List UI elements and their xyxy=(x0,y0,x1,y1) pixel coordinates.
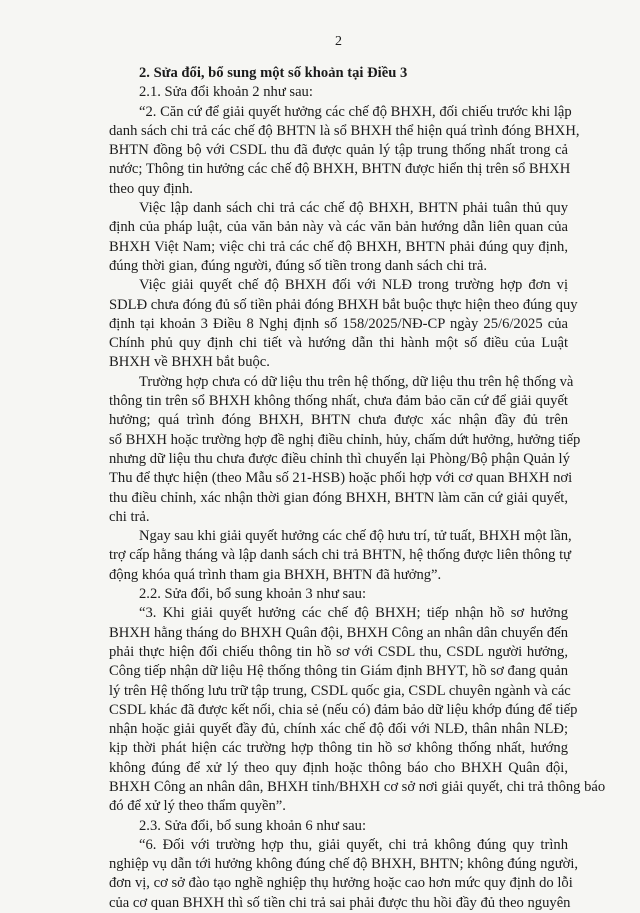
paragraph-line: “2. Căn cứ để giải quyết hưởng các chế độ BHXH, đối chiếu trước khi lập xyxy=(139,103,572,120)
paragraph-line: nước; Thông tin hưởng các chế độ BHXH, BHTN được hiển thị trên sổ BHXH xyxy=(109,161,571,178)
paragraph-line: 2.1. Sửa đổi khoản 2 như sau: xyxy=(139,84,313,101)
paragraph-line: chi trả. xyxy=(109,508,150,525)
paragraph-line: Thu để thực hiện (theo Mẫu số 21-HSB) hoặc phối hợp với cơ quan BHXH nơi xyxy=(109,470,573,487)
paragraph-line: danh sách chi trả các chế độ BHTN là sổ BHXH thể hiện quá trình đóng BHXH, xyxy=(109,122,580,139)
paragraph-line: Trường hợp chưa có dữ liệu thu trên hệ thống, dữ liệu thu trên hệ thống và xyxy=(139,373,574,390)
paragraph-line: thu điều chỉnh, xác nhận thời gian đóng BHXH, BHTN làm căn cứ giải quyết, xyxy=(109,489,568,506)
paragraph-line: đúng thời gian, đúng người, đúng số tiền trong danh sách chi trả. xyxy=(109,257,487,274)
paragraph-line: CSDL khác đã được kết nối, chia sẻ (nếu có) đảm bảo dữ liệu khớp đúng để tiếp xyxy=(109,701,578,718)
paragraph-line: không đúng để xử lý theo quy định hoặc thông báo cho BHXH Quân đội, xyxy=(109,759,568,776)
paragraph-line: sổ BHXH hoặc trường hợp đề nghị điều chỉnh, hủy, chấm dứt hưởng, hưởng tiếp xyxy=(109,431,581,448)
paragraph-line: đó để xử lý theo thẩm quyền”. xyxy=(109,798,286,815)
paragraph-line: của cơ quan BHXH thì số tiền chi trả sai phải được thu hồi đầy đủ theo nguyên xyxy=(109,894,571,911)
page-number: 2 xyxy=(335,34,342,49)
paragraph-line: BHXH Công an nhân dân, BHXH tỉnh/BHXH cơ sở nơi giải quyết, chi trả thông báo xyxy=(109,778,606,795)
paragraph-line: trợ cấp hằng tháng và lập danh sách chi trả BHTN, hệ thống được liên thông tự xyxy=(109,547,572,564)
paragraph-line: nghiệp vụ dẫn tới hưởng không đúng chế độ BHXH, BHTN; không đúng người, xyxy=(109,856,579,873)
paragraph-line: Việc giải quyết chế độ BHXH đối với NLĐ trong trường hợp đơn vị xyxy=(139,277,568,294)
paragraph-line: nhận hoặc giải quyết đầy đủ, chính xác chế độ đối với NLĐ, thân nhân NLĐ; xyxy=(109,721,568,738)
paragraph-line: SDLĐ chưa đóng đủ số tiền phải đóng BHXH bắt buộc thực hiện theo đúng quy xyxy=(109,296,578,313)
paragraph-line: BHTN đồng bộ với CSDL thu đã được quản lý tập trung thống nhất trong cả xyxy=(109,142,568,159)
paragraph-line: Công tiếp nhận dữ liệu Hệ thống thông tin Giám định BHYT, hồ sơ đang quản xyxy=(109,663,568,680)
paragraph-line: phải thực hiện đối chiếu thông tin hồ sơ với CSDL thu, CSDL người hưởng, xyxy=(109,643,568,660)
paragraph-line: định tại khoản 3 Điều 8 Nghị định số 158/2025/NĐ-CP ngày 25/6/2025 của xyxy=(109,315,568,332)
paragraph-line: “6. Đối với trường hợp thu, giải quyết, chi trả không đúng quy trình xyxy=(139,836,568,853)
paragraph-line: lý trên Hệ thống lưu trữ tập trung, CSDL quốc gia, CSDL chuyên ngành và các xyxy=(109,682,571,699)
paragraph-line: “3. Khi giải quyết hưởng các chế độ BHXH; tiếp nhận hồ sơ hưởng xyxy=(139,605,568,622)
paragraph-line: Ngay sau khi giải quyết hưởng các chế độ hưu trí, tử tuất, BHXH một lần, xyxy=(139,528,572,545)
paragraph-line: 2.3. Sửa đổi, bổ sung khoản 6 như sau: xyxy=(139,817,367,834)
paragraph-line: động khóa quá trình tham gia BHXH, BHTN đã hưởng”. xyxy=(109,566,442,583)
paragraph-line: nhưng dữ liệu thu chưa được điều chỉnh thì chuyển lại Phòng/Bộ phận Quản lý xyxy=(109,450,570,467)
paragraph-line: BHXH về BHXH bắt buộc. xyxy=(109,354,270,371)
paragraph-line: định của pháp luật, của văn bản này và các văn bản hướng dẫn liên quan của xyxy=(109,219,568,236)
paragraph-line: kịp thời phát hiện các trường hợp thông tin hồ sơ không thống nhất, hướng xyxy=(109,740,568,757)
document-body xyxy=(109,64,606,913)
section-heading: 2. Sửa đổi, bổ sung một số khoản tại Điều 3 xyxy=(139,65,408,81)
paragraph-line: BHXH Việt Nam; việc chi trả các chế độ BHXH, BHTN phải đúng quy định, xyxy=(109,238,568,255)
paragraph-line: đơn vị, cơ sở đào tạo nghề nghiệp thụ hưởng hoặc cao hơn mức quy định do lỗi xyxy=(109,875,573,892)
paragraph-line: thông tin trên sổ BHXH không thống nhất, chưa đảm bảo căn cứ để giải quyết xyxy=(109,393,568,410)
paragraph-line: Việc lập danh sách chi trả các chế độ BHXH, BHTN phải tuân thủ quy xyxy=(139,200,568,217)
paragraph-line: hưởng; quá trình đóng BHXH, BHTN chưa được xác nhận đầy đủ trên xyxy=(109,412,568,429)
paragraph-line: theo quy định. xyxy=(109,180,193,197)
paragraph-line: 2.2. Sửa đổi, bổ sung khoản 3 như sau: xyxy=(139,586,367,603)
paragraph-line: BHXH hằng tháng do BHXH Quân đội, BHXH Công an nhân dân chuyển đến xyxy=(109,624,568,641)
paragraph-line: Chính phủ quy định chi tiết và hướng dẫn thi hành một số điều của Luật xyxy=(109,335,568,352)
